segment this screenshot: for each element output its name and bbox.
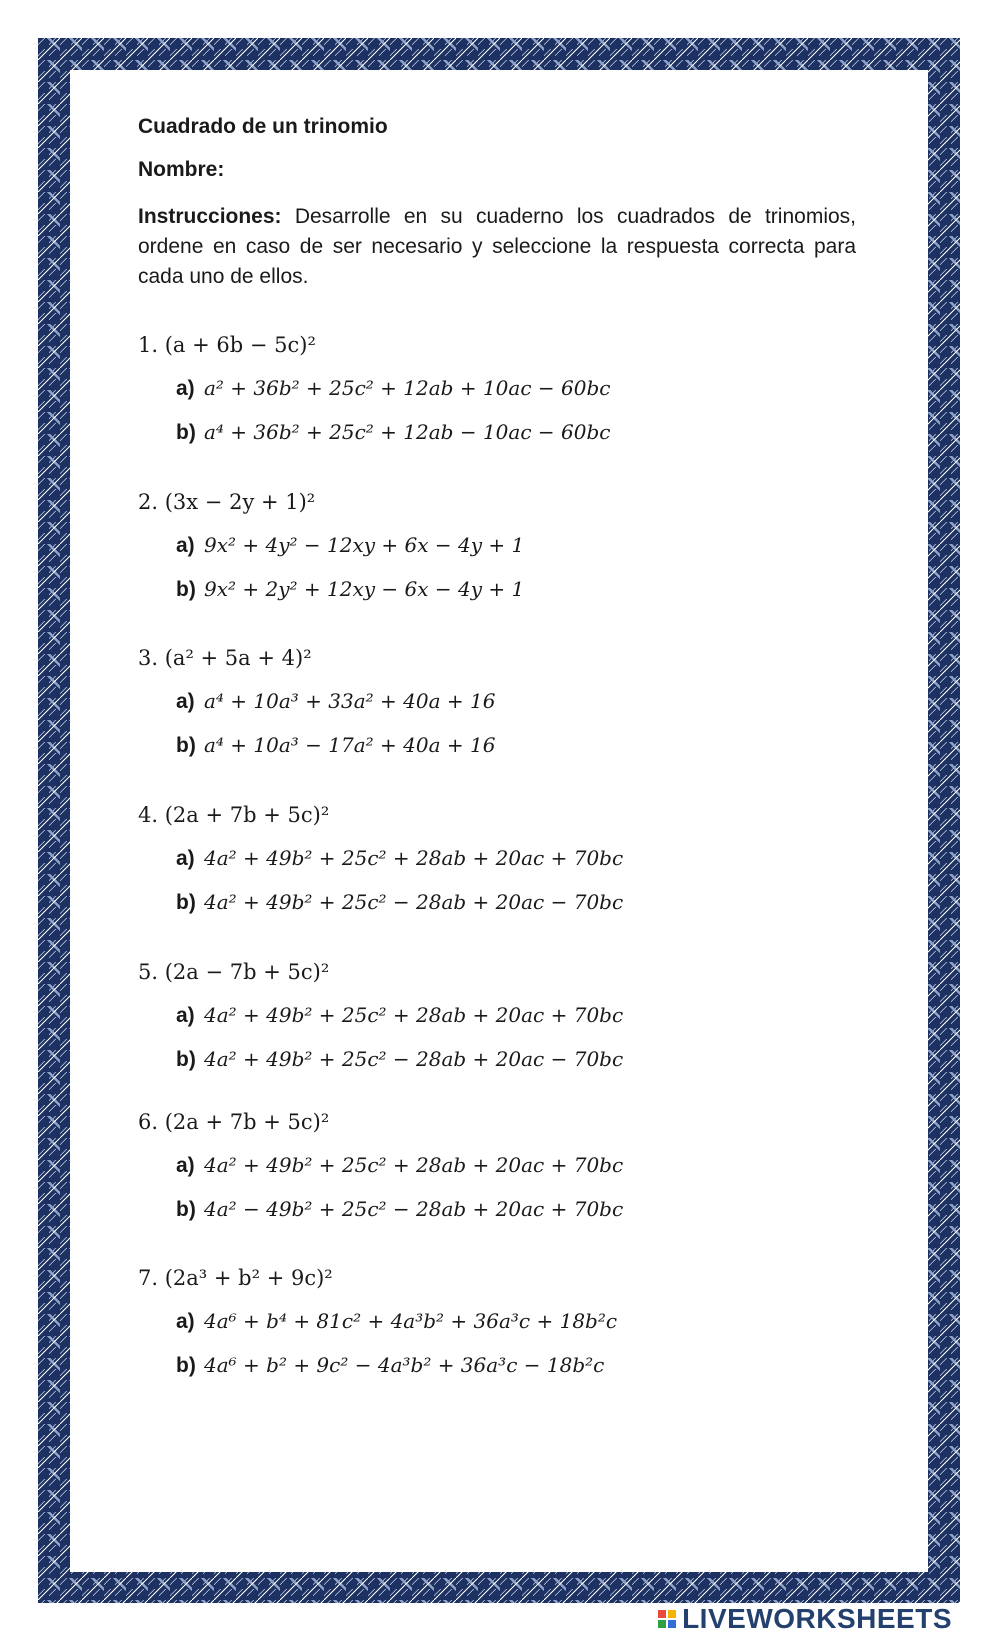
question-1 — [138, 330, 858, 448]
question-6 — [138, 1107, 858, 1225]
liveworksheets-footer — [658, 1603, 952, 1635]
option-a[interactable]: a) 4a⁶ + b⁴ + 81c² + 4a³b² + 36a³c + 18b²c — [176, 1309, 618, 1333]
question-2 — [138, 487, 858, 605]
instructions-lead: Instrucciones: — [138, 205, 282, 228]
question-expression: 7. (2a³ + b² + 9c)² — [138, 1266, 333, 1290]
option-a[interactable]: a) a² + 36b² + 25c² + 12ab + 10ac − 60bc — [176, 376, 611, 400]
question-expression: 5. (2a − 7b + 5c)² — [138, 960, 330, 984]
brand-name: LIVEWORKSHEETS — [682, 1603, 952, 1634]
liveworksheets-logo-icon — [658, 1610, 676, 1628]
instructions — [138, 202, 856, 292]
option-b[interactable]: b) a⁴ + 10a³ − 17a² + 40a + 16 — [176, 733, 496, 757]
option-a[interactable]: a) 4a² + 49b² + 25c² + 28ab + 20ac + 70bc — [176, 1153, 624, 1177]
question-expression: 2. (3x − 2y + 1)² — [138, 490, 316, 514]
option-b[interactable]: b) 9x² + 2y² + 12xy − 6x − 4y + 1 — [176, 577, 525, 601]
question-5 — [138, 957, 858, 1075]
option-a[interactable]: a) 4a² + 49b² + 25c² + 28ab + 20ac + 70bc — [176, 1003, 624, 1027]
option-b[interactable]: b) 4a² + 49b² + 25c² − 28ab + 20ac − 70bc — [176, 890, 624, 914]
worksheet-title: Cuadrado de un trinomio — [138, 115, 388, 138]
question-expression: 4. (2a + 7b + 5c)² — [138, 803, 330, 827]
instructions-text: Desarrolle en su cuaderno los cuadrados de trinomios, ordene en caso de ser necesario y seleccione la respuesta correcta para cada uno de ellos. — [138, 205, 856, 288]
question-3 — [138, 643, 858, 761]
option-b[interactable]: b) 4a² − 49b² + 25c² − 28ab + 20ac + 70bc — [176, 1197, 624, 1221]
question-expression: 6. (2a + 7b + 5c)² — [138, 1110, 330, 1134]
question-7 — [138, 1263, 858, 1381]
option-b[interactable]: b) 4a⁶ + b² + 9c² − 4a³b² + 36a³c − 18b²c — [176, 1353, 605, 1377]
question-expression: 3. (a² + 5a + 4)² — [138, 646, 312, 670]
option-b[interactable]: b) 4a² + 49b² + 25c² − 28ab + 20ac − 70bc — [176, 1047, 624, 1071]
question-4 — [138, 800, 858, 918]
option-b[interactable]: b) a⁴ + 36b² + 25c² + 12ab − 10ac − 60bc — [176, 420, 611, 444]
option-a[interactable]: a) 9x² + 4y² − 12xy + 6x − 4y + 1 — [176, 533, 525, 557]
name-label: Nombre: — [138, 158, 225, 181]
option-a[interactable]: a) a⁴ + 10a³ + 33a² + 40a + 16 — [176, 689, 496, 713]
option-a[interactable]: a) 4a² + 49b² + 25c² + 28ab + 20ac + 70bc — [176, 846, 624, 870]
question-expression: 1. (a + 6b − 5c)² — [138, 333, 316, 357]
